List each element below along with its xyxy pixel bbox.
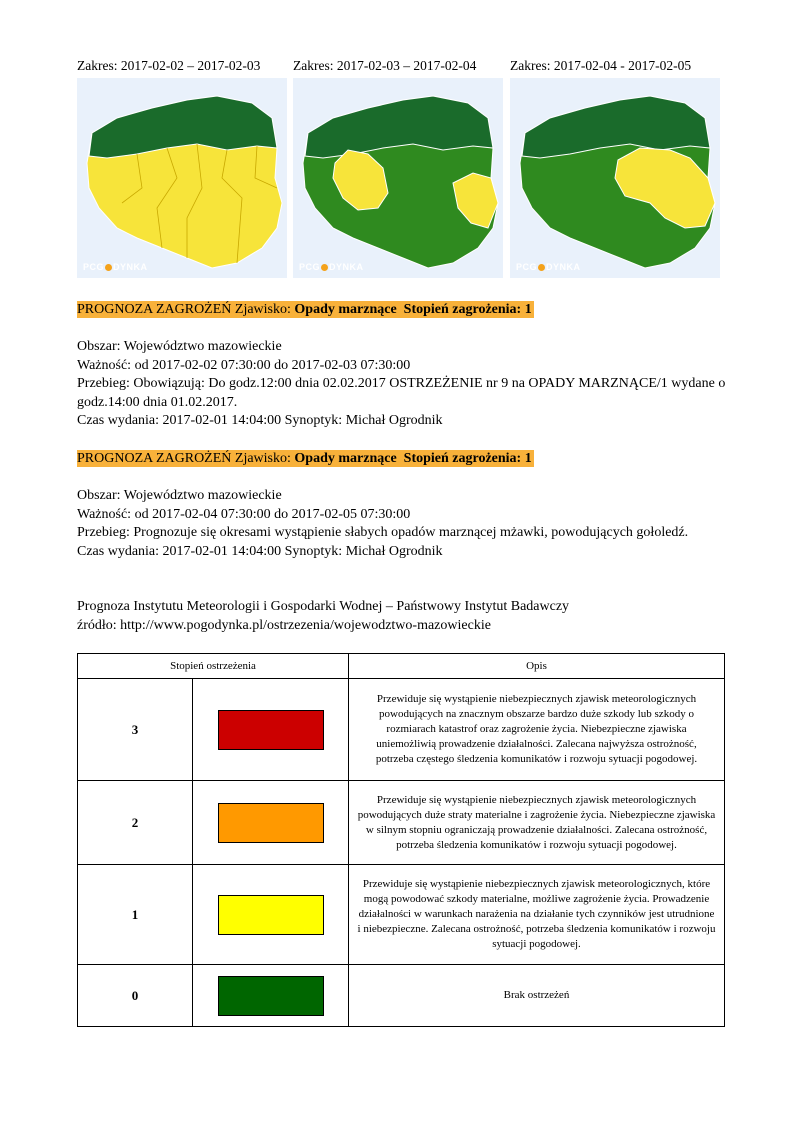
level-color-swatch-green (218, 976, 324, 1016)
warning-phenomenon: Opady marznące (294, 451, 397, 466)
table-header-row (78, 654, 725, 679)
warning-header-highlight (77, 301, 534, 318)
level-number: 2 (78, 781, 193, 865)
warning-course: Przebieg: Prognozuje się okresami wystąpienie słabych opadów marznącej mżawki, powodujących gołoledź. (77, 525, 689, 540)
level-color-swatch-orange (218, 803, 324, 843)
level-color-swatch-red (218, 710, 324, 750)
poland-map-image (77, 78, 287, 278)
column-header-description: Opis (349, 654, 725, 679)
level-color-swatch-yellow (218, 895, 324, 935)
column-header-level: Stopień ostrzeżenia (78, 654, 349, 679)
warning-issued: Czas wydania: 2017-02-01 14:04:00 Synoptyk: Michał Ogrodnik (77, 543, 443, 559)
warning-area: Obszar: Województwo mazowieckie (77, 488, 282, 503)
warning-phenomenon: Opady marznące (294, 302, 397, 317)
warning-header (77, 450, 737, 469)
warning-course: Przebieg: Obowiązują: Do godz.12:00 dnia 02.02.2017 OSTRZEŻENIE nr 9 na OPADY MARZNĄCE/1 wydane o godz.14:00 dnia 01.02.2017. (77, 376, 726, 410)
warning-levels-table (77, 653, 725, 1027)
source-link[interactable]: źródło: http://www.pogodynka.pl/ostrzezenia/wojewodztwo-mazowieckie (77, 617, 491, 633)
source-block (77, 598, 737, 635)
warning-area: Obszar: Województwo mazowieckie (77, 339, 282, 354)
map-panel-2 (293, 58, 477, 272)
warning-header-highlight (77, 450, 534, 467)
source-institute: Prognoza Instytutu Meteorologii i Gospodarki Wodnej – Państwowy Instytut Badawczy (77, 599, 570, 614)
warning-block-1 (77, 301, 737, 431)
warning-degree: Stopień zagrożenia: 1 (403, 302, 532, 317)
table-row (78, 781, 725, 865)
level-number: 0 (78, 965, 193, 1027)
forecast-maps (77, 58, 737, 283)
map-caption: Zakres: 2017-02-04 - 2017-02-05 (510, 58, 692, 73)
warning-degree: Stopień zagrożenia: 1 (403, 451, 532, 466)
poland-map-image (510, 78, 720, 278)
level-description: Przewiduje się wystąpienie niebezpiecznych zjawisk meteorologicznych powodujących na znacznym obszarze bardzo duże szkody lub szkody o rozmiarach katastrof oraz zagrożenie życia. Niebezpieczne zjawiska uniemożliwią prowadzenie działalności. Zalecana najwyższa ostrożność, potrzeba częstego śledzenia komunikatów i rozwoju sytuacji pogodowej. (349, 679, 725, 781)
pogodynka-logo: PCG DYNKA (516, 262, 581, 272)
map-panel-3 (510, 58, 692, 272)
table-row (78, 965, 725, 1027)
level-color-cell (193, 781, 349, 865)
level-color-cell (193, 679, 349, 781)
map-panel-1 (77, 58, 261, 272)
level-color-cell (193, 965, 349, 1027)
map-caption: Zakres: 2017-02-02 – 2017-02-03 (77, 58, 261, 73)
pogodynka-logo: PCG DYNKA (83, 262, 148, 272)
warning-issued: Czas wydania: 2017-02-01 14:04:00 Synoptyk: Michał Ogrodnik (77, 413, 443, 428)
level-color-cell (193, 865, 349, 965)
warning-header-prefix: PROGNOZA ZAGROŻEŃ Zjawisko: (77, 451, 291, 466)
pogodynka-logo: PCG DYNKA (299, 262, 364, 272)
warning-validity: Ważność: od 2017-02-02 07:30:00 do 2017-02-03 07:30:00 (77, 357, 411, 373)
level-description: Przewiduje się wystąpienie niebezpiecznych zjawisk meteorologicznych, które mogą powodować szkody materialne, możliwe zagrożenie życia. Prowadzenie działalności w warunkach narażenia na działanie tych czynników jest utrudnione i niebezpieczne. Zalecana ostrożność, potrzeba śledzenia komunikatów i rozwoju sytuacji pogodowej. (349, 865, 725, 965)
level-number: 3 (78, 679, 193, 781)
level-description: Brak ostrzeżeń (349, 965, 725, 1027)
map-caption: Zakres: 2017-02-03 – 2017-02-04 (293, 58, 477, 73)
table-row (78, 679, 725, 781)
poland-map-image (293, 78, 503, 278)
warning-validity: Ważność: od 2017-02-04 07:30:00 do 2017-02-05 07:30:00 (77, 506, 411, 522)
level-number: 1 (78, 865, 193, 965)
warning-header-prefix: PROGNOZA ZAGROŻEŃ Zjawisko: (77, 302, 291, 317)
warning-block-2 (77, 450, 737, 561)
level-description: Przewiduje się wystąpienie niebezpiecznych zjawisk meteorologicznych powodujących duże straty materialne i zagrożenie życia. Niebezpieczne zjawiska w silnym stopniu ograniczają prowadzenie działalności. Zalecana ostrożność, potrzeba śledzenia komunikatów i rozwoju sytuacji pogodowej. (349, 781, 725, 865)
warning-header (77, 301, 737, 320)
table-row (78, 865, 725, 965)
